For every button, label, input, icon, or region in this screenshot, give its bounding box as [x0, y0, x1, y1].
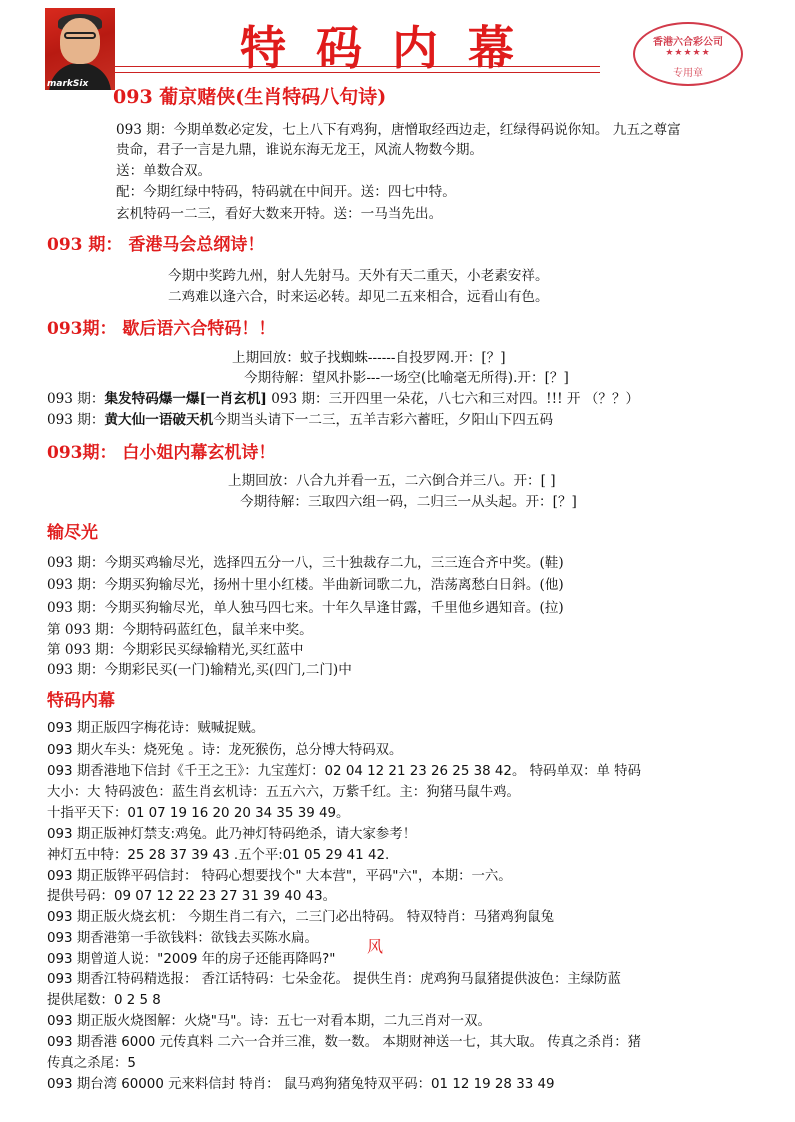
section5-line: 第 093 期：今期特码蓝红色，鼠羊来中奖。: [47, 622, 313, 638]
section5-heading: 输尽光: [47, 523, 98, 543]
section6-line: 提供号码：09 07 12 22 23 27 31 39 40 43。: [47, 889, 337, 904]
section1-line: 配：今期红绿中特码，特码就在中间开。送：四七中特。: [116, 184, 456, 200]
section2-heading: 093 期： 香港马会总纲诗！: [47, 235, 265, 255]
section3-row: [47, 408, 553, 428]
section5-line: 093 期：今期彩民买(一门)输精光,买(四门,二门)中: [47, 662, 352, 678]
row-prefix: 093 期：: [47, 391, 105, 407]
section4-line: 今期待解：三取四六组一码，二归三一从头起。开：[？]: [240, 494, 577, 510]
section6-line: 093 期香港第一手欲钱料：欲钱去买陈水扁。: [47, 931, 318, 946]
section6-line: 093 期正版铧平码信封： 特码心想要找个" 大本营"，平码"六"，本期：一六。: [47, 869, 512, 884]
section6-line: 093 期香港地下信封《千王之王》：九宝莲灯：02 04 12 21 23 26 25 38 42。 特码单双：单 特码: [47, 764, 641, 779]
section6-line: 提供尾数：0 2 5 8: [47, 993, 161, 1008]
section4-heading: 093期： 白小姐内幕玄机诗！: [47, 443, 276, 463]
row-text: 093 期：三开四里一朵花，八七六和三对四。!!! 开 （？？）: [266, 391, 640, 407]
title-rule-bottom: [115, 72, 600, 73]
section1-line: 093 期：今期单数必定发，七上八下有鸡狗，唐憎取经西边走，红绿得码说你知。 九五之尊富: [116, 122, 681, 138]
section6-line: 093 期台湾 60000 元来料信封 特肖： 鼠马鸡狗猪兔特双平码：01 12 19 28 33 49: [47, 1077, 555, 1092]
photo-watermark: markSix: [47, 79, 89, 89]
section2-line: 今期中奖跨九州，射人先射马。天外有天二重天，小老素安祥。: [168, 268, 549, 284]
section6-line: 神灯五中特：25 28 37 39 43 .五个平:01 05 29 41 42.: [47, 848, 390, 863]
section6-line: 093 期正版火烧图解：火烧"马"。诗：五七一对看本期，二九三肖对一双。: [47, 1014, 491, 1029]
official-seal-stamp: [633, 22, 743, 86]
section6-heading: 特码内幕: [47, 691, 115, 711]
portrait-photo: [45, 8, 115, 90]
section3-line: 上期回放：蚊子找蜘蛛------自投罗网.开：[？]: [232, 350, 506, 366]
section6-line: 093 期火车头：烧死兔 。诗：龙死猴伤，总分博大特码双。: [47, 743, 403, 758]
section1-line: 贵命，君子一言是九鼎，谁说东海无龙王，风流人物数今期。: [116, 142, 484, 158]
seal-line-3: 专用章: [673, 68, 703, 79]
section6-line: 传真之杀尾：5: [47, 1056, 136, 1071]
section1-heading: 093 葡京赌侠(生肖特码八句诗): [113, 86, 387, 108]
row-bold-title: 集发特码爆一爆[一肖玄机]: [104, 391, 267, 407]
row-text: 今期当头请下一二三，五羊吉彩六蓄旺，夕阳山下四五码: [213, 412, 554, 428]
section3-row: [47, 387, 639, 407]
section3-line: 今期待解：望风扑影---一场空(比喻毫无所得).开：[？]: [244, 370, 569, 386]
section5-line: 093 期：今期买鸡输尽光，选择四五分一八，三十独裁存二九，三三连合齐中奖。(鞋): [47, 555, 564, 571]
section5-line: 093 期：今期买狗输尽光，单人独马四七来。十年久旱逢甘露，千里他乡遇知音。(拉): [47, 600, 564, 616]
section6-line: 093 期曾道人说："2009 年的房子还能再降吗?": [47, 952, 336, 967]
section6-line: 大小：大 特码波色：蓝生肖玄机诗：五五六六，万紫千红。主：狗猪马鼠牛鸡。: [47, 785, 520, 800]
section4-line: 上期回放：八合九并看一五，二六倒合并三八。开：[ ]: [228, 473, 556, 489]
stray-red-character: 风: [367, 937, 384, 956]
row-bold-title: 黄大仙一语破天机: [104, 412, 214, 428]
seal-stars: ★★★★★: [665, 48, 711, 58]
title-rule-top: [115, 66, 600, 67]
page-title: 特码内幕: [240, 21, 544, 75]
section1-line: 玄机特码一二三，看好大数来开特。送：一马当先出。: [116, 206, 443, 222]
seal-line-1: 香港六合彩公司: [653, 37, 723, 48]
section6-line: 093 期香港 6000 元传真料 二六一合并三准，数一数。 本期财神送一七，其大取。 传真之杀肖：猪: [47, 1035, 642, 1050]
section5-line: 第 093 期：今期彩民买绿输精光,买红蓝中: [47, 642, 304, 658]
section2-line: 二鸡难以逢六合，时来运必转。却见二五来相合，远看山有色。: [168, 289, 549, 305]
section1-line: 送：单数合双。: [116, 163, 212, 179]
section6-line: 093 期正版火烧玄机： 今期生肖二有六，二三门必出特码。 特双特肖：马猪鸡狗鼠兔: [47, 910, 554, 925]
section6-line: 093 期正版四字梅花诗：贼喊捉贼。: [47, 721, 265, 736]
section6-line: 十指平天下：01 07 19 16 20 20 34 35 39 49。: [47, 806, 350, 821]
section3-heading: 093期： 歇后语六合特码！！: [47, 319, 276, 339]
section6-line: 093 期正版神灯禁支:鸡兔。此乃神灯特码绝杀，请大家参考！: [47, 827, 417, 842]
row-prefix: 093 期：: [47, 412, 105, 428]
section6-line: 093 期香江特码精选报： 香江话特码：七朵金花。 提供生肖：虎鸡狗马鼠猪提供波色：主绿防蓝: [47, 972, 621, 987]
section5-line: 093 期：今期买狗输尽光，扬州十里小红楼。半曲新词歌二九，浩荡离愁白日斜。(他): [47, 577, 564, 593]
